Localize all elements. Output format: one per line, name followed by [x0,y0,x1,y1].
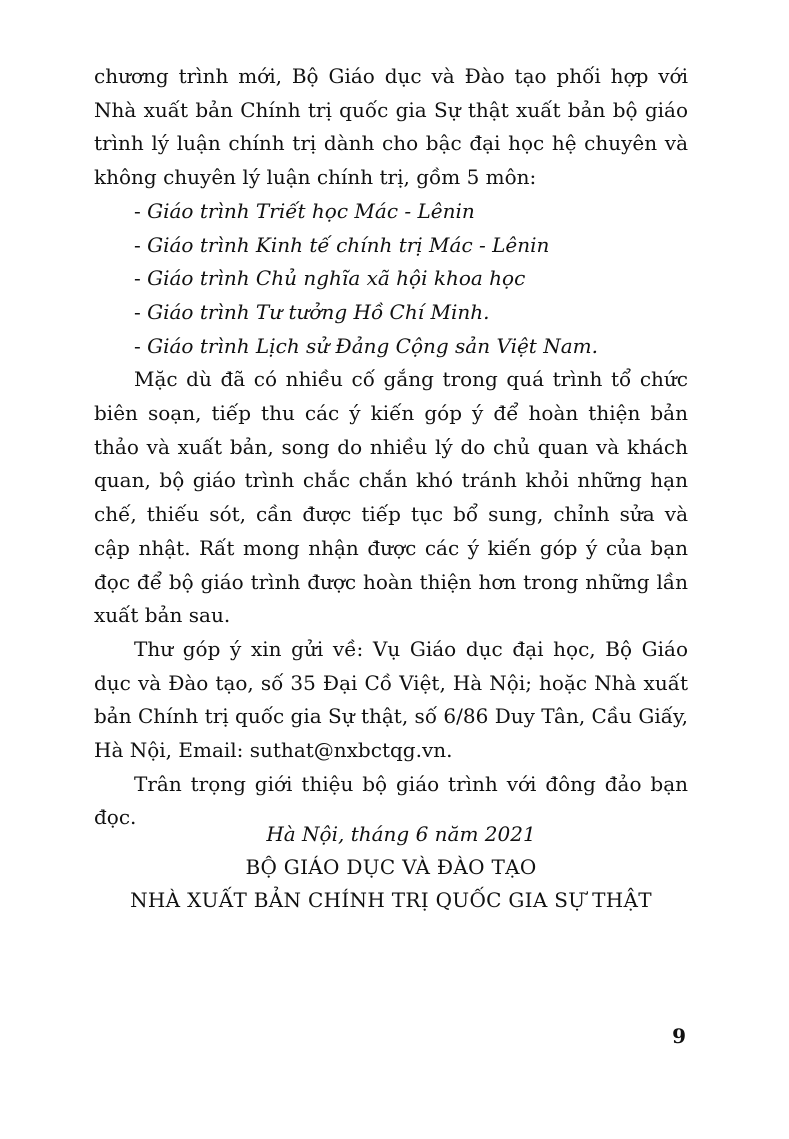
textbook-list [94,195,688,364]
textbook-title: Giáo trình Kinh tế chính trị Mác - Lênin [147,232,550,257]
textbook-title: Giáo trình Tư tưởng Hồ Chí Minh. [147,299,490,324]
list-dash: - [134,266,141,291]
page-number: 9 [672,1024,686,1048]
textbook-title: Giáo trình Chủ nghĩa xã hội khoa học [147,266,526,291]
paragraph-closing: Trân trọng giới thiệu bộ giáo trình với đông đảo bạn đọc. [94,771,688,830]
list-dash: - [134,232,141,257]
body-text [94,60,688,835]
list-item [94,262,688,296]
list-item [94,296,688,330]
list-dash: - [134,333,141,358]
ministry-name: BỘ GIÁO DỤC VÀ ĐÀO TẠO [245,855,537,879]
paragraph-limitations: Mặc dù đã có nhiều cố gắng trong quá trình tổ chức biên soạn, tiếp thu các ý kiến góp ý để hoàn thiện bản thảo và xuất bản, song do nhiều lý do chủ quan và khách quan, bộ giáo trình chắc chắn khó tránh khỏi những hạn chế, thiếu sót, cần được tiếp tục bổ sung, chỉnh sửa và cập nhật. Rất mong nhận được các ý kiến góp ý của bạn đọc để bộ giáo trình được hoàn thiện hơn trong những lần xuất bản sau. [94,367,688,628]
list-dash: - [134,299,141,324]
publisher-name: NHÀ XUẤT BẢN CHÍNH TRỊ QUỐC GIA SỰ THẬT [130,888,652,912]
signature-block [94,818,688,917]
list-dash: - [134,198,141,223]
textbook-title: Giáo trình Lịch sử Đảng Cộng sản Việt Nam. [147,333,598,358]
list-item [94,330,688,364]
paragraph-contact: Thư góp ý xin gửi về: Vụ Giáo dục đại học, Bộ Giáo dục và Đào tạo, số 35 Đại Cồ Việt, Hà Nội; hoặc Nhà xuất bản Chính trị quốc gia Sự thật, số 6/86 Duy Tân, Cầu Giấy, Hà Nội, Email: suthat@nxbctqg.vn. [94,636,688,763]
place-date: Hà Nội, tháng 6 năm 2021 [266,822,536,846]
textbook-title: Giáo trình Triết học Mác - Lênin [147,198,475,223]
list-item [94,229,688,263]
intro-paragraph: chương trình mới, Bộ Giáo dục và Đào tạo phối hợp với Nhà xuất bản Chính trị quốc gia Sự thật xuất bản bộ giáo trình lý luận chính trị dành cho bậc đại học hệ chuyên và không chuyên lý luận chính trị, gồm 5 môn: [94,64,688,190]
list-item [94,195,688,229]
